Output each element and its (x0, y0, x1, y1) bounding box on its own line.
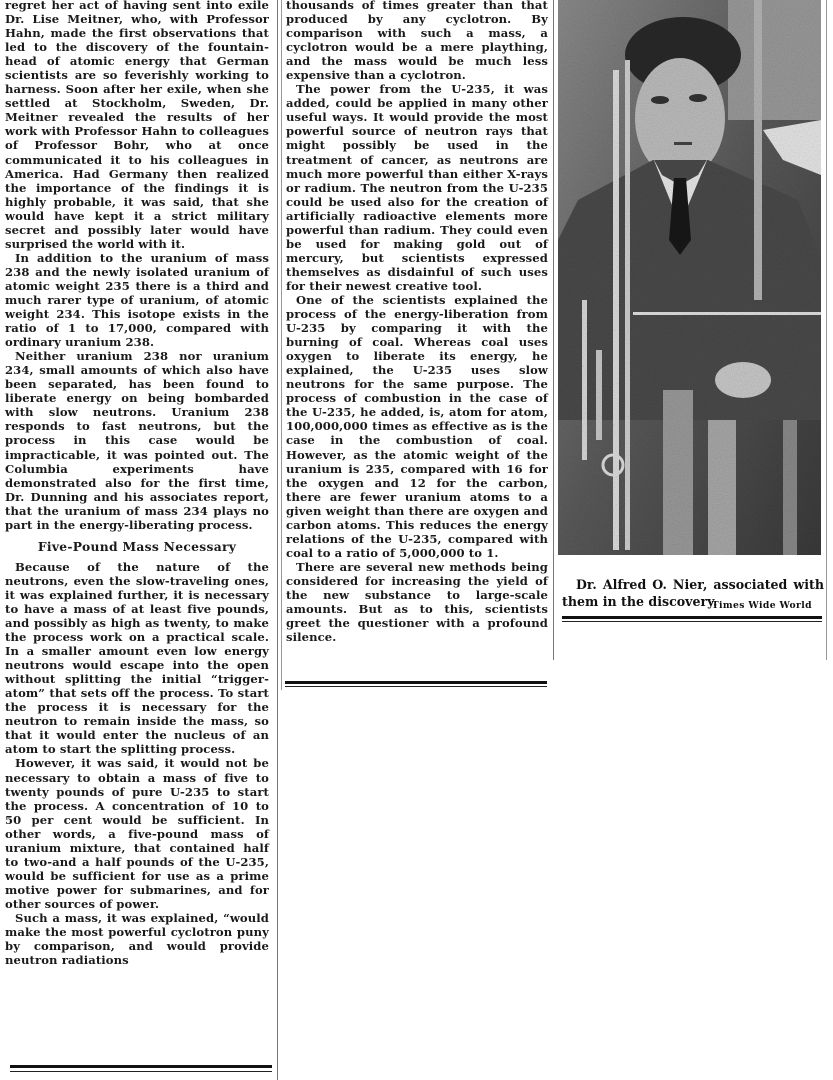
paragraph: Neither uranium 238 nor uranium 234, small amounts of which also have been separated, has been found to liberate energy on being bombarded with slow neutrons. Uranium 238 responds to fast neutrons, but the process in this case would be impracticable, it was pointed out. The Columbia experiments have demonstrated also for the first time, Dr. Dunning and his associates report, that the uranium of mass 234 plays no part in the energy-liberating process. (5, 349, 269, 532)
photo-rod (633, 312, 821, 315)
photo-background-light (728, 0, 821, 120)
article-column-2 (286, 0, 548, 644)
paragraph: Because of the nature of the neutrons, even the slow-traveling ones, it was explained further, it is necessary to have a mass of at least five pounds, and possibly as high as twenty, to make the process work on a practical scale. In a smaller amount even low energy neutrons would escape into the open without splitting the initial “trigger-atom” that sets off the process. To start the process it is necessary for the neutron to remain inside the mass, so that it would enter the nucleus of an atom to start the splitting process. (5, 559, 269, 757)
column-divider (277, 0, 278, 1080)
photo-apparatus (663, 390, 693, 555)
column-divider (281, 0, 282, 690)
paragraph: Such a mass, it was explained, “would make the most powerful cyclotron puny by comparison, and would provide neutron radiations (5, 911, 269, 968)
subheading: Five-Pound Mass Necessary (37, 538, 237, 554)
article-column-1 (5, 0, 269, 967)
photo-hand (715, 362, 771, 398)
photo-caption: Dr. Alfred O. Nier, associated with them in the discovery. (562, 576, 824, 609)
column-end-rule (285, 686, 547, 687)
caption-end-rule (562, 621, 822, 622)
photo-glass-tube (613, 70, 619, 550)
column-divider (826, 0, 827, 660)
photo-glass-tube (754, 0, 762, 300)
paragraph: One of the scientists explained the process of the energy-liberation from U-235 by comparing it with the burning of coal. Whereas coal uses oxygen to liberate its energy, he explained, the U-235 uses slow neutrons for the same purpose. The process of combustion in the case of the U-235, he added, is, atom for atom, 100,000,000 times as effective as is the case in the combustion of coal. However, as the atomic weight of the uranium is 235, compared with 16 for the oxygen and 12 for the carbon, there are fewer uranium atoms to a given weight than there are oxygen and carbon atoms. This reduces the energy relations of the U-235, compared with coal to a ratio of 5,000,000 to 1. (286, 292, 548, 560)
paragraph: There are several new methods being considered for increasing the yield of the new substance to large-scale amounts. But as to this, scientists greet the questioner with a profound silence. (286, 559, 548, 645)
photo-apparatus (708, 420, 736, 555)
paragraph: However, it was said, it would not be necessary to obtain a mass of five to twenty pounds of pure U-235 to start the process. A concentration of 10 to 50 per cent would be sufficient. In other words, a five-pound mass of uranium mixture, that contained half to two-and a half pounds of the U-235, would be sufficient for use as a prime motive power for submarines, and for other sources of power. (5, 756, 269, 911)
photo-illustration (558, 0, 821, 555)
photo-mouth (674, 142, 692, 145)
paragraph: thousands of times greater than that produced by any cyclotron. By comparison with such a mass, a cyclotron would be a mere plaything, and the mass would be much less expensive than a cyclotron. (286, 0, 548, 83)
news-photo (558, 0, 821, 555)
paragraph: regret her act of having sent into exile Dr. Lise Meitner, who, with Professor Hahn, made the first observations that led to the discovery of the fountain-head of atomic energy that German scientists are so feverishly working to harness. Soon after her exile, when she settled at Stockholm, Sweden, Dr. Meitner revealed the results of her work with Professor Hahn to colleagues of Professor Bohr, who at once communicated it to his colleagues in America. Had Germany then realized the importance of the findings it is highly probable, it was said, that she would have kept it a strict military secret and possibly later would have surprised the world with it. (5, 0, 269, 251)
column-end-rule (10, 1071, 272, 1072)
paragraph: The power from the U-235, it was added, could be applied in many other useful ways. It would provide the most powerful source of neutron rays that might possibly be used in the treatment of cancer, as neutrons are much more powerful than either X-rays or radium. The neutron from the U-235 could be used also for the creation of artificially radioactive elements more powerful than radium. They could even be used for making gold out of mercury, but scientists expressed themselves as disdainful of such uses for their newest creative tool. (286, 82, 548, 293)
photo-eye (651, 96, 669, 104)
photo-eye (689, 94, 707, 102)
caption-end-rule (562, 616, 822, 619)
photo-glass-tube (625, 60, 630, 550)
photo-apparatus (783, 420, 797, 555)
column-end-rule (285, 681, 547, 684)
photo-glass-tube (596, 350, 602, 440)
paragraph: In addition to the uranium of mass 238 and the newly isolated uranium of atomic weight 235 there is a third and much rarer type of uranium, of atomic weight 234. This isotope exists in the ratio of 1 to 17,000, compared with ordinary uranium 238. (5, 250, 269, 350)
photo-glass-tube (582, 300, 587, 460)
photo-credit: Times Wide World (711, 600, 812, 611)
column-divider (553, 0, 554, 660)
column-end-rule (10, 1065, 272, 1068)
